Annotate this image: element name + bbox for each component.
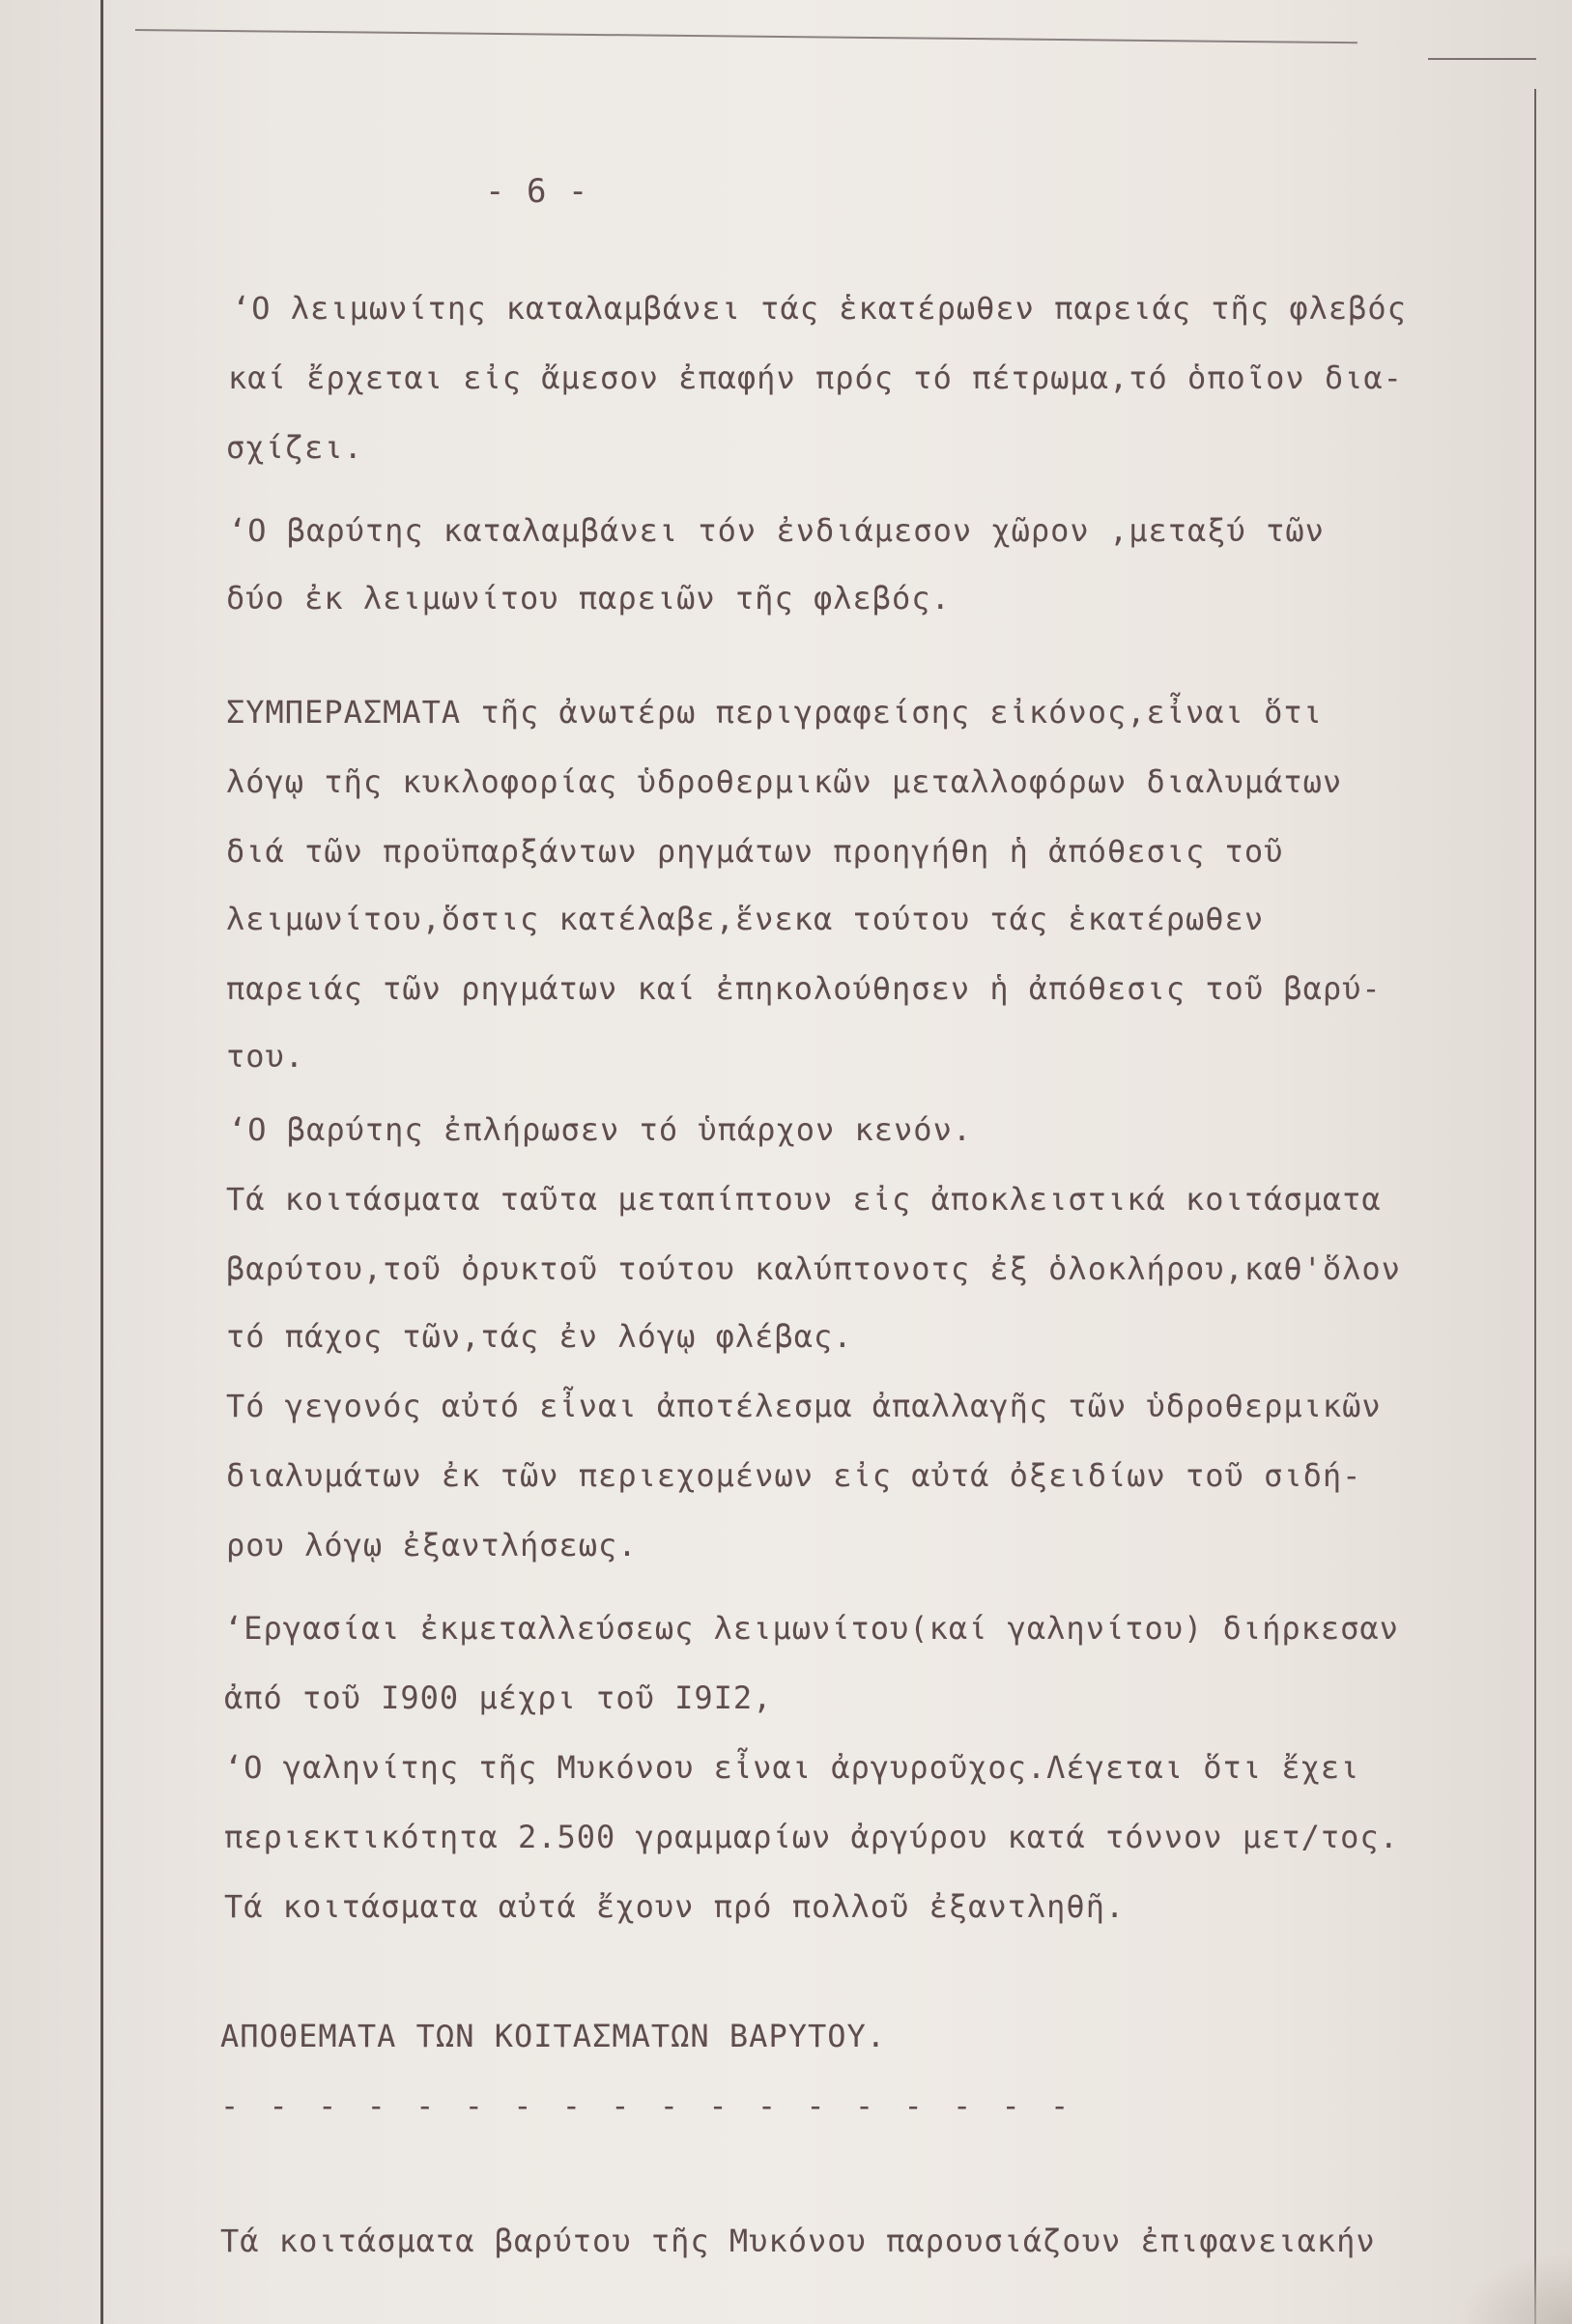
text-line: δύο ἐκ λειμωνίτου παρειῶν τῆς φλεβός. — [226, 580, 951, 617]
text-line: περιεκτικότητα 2.500 γραμμαρίων ἀργύρου κατά τόννον μετ/τος. — [224, 1819, 1399, 1855]
top-rule-right — [1428, 58, 1536, 60]
text-line: ʻΕργασίαι ἐκμεταλλεύσεως λειμωνίτου(καί γαληνίτου) διήρκεσαν — [224, 1610, 1399, 1647]
top-rule — [135, 29, 1358, 43]
text-line: Τά κοιτάσματα ταῦτα μεταπίπτουν εἰς ἀποκλειστικά κοιτάσματα — [226, 1181, 1382, 1218]
text-line: Τά κοιτάσματα βαρύτου τῆς Μυκόνου παρουσιάζουν ἐπιφανειακήν — [220, 2223, 1376, 2259]
text-line: λόγῳ τῆς κυκλοφορίας ὑδροθερμικῶν μεταλλοφόρων διαλυμάτων — [226, 763, 1343, 800]
text-line: διά τῶν προϋπαρξάντων ρηγμάτων προηγήθη ἡ ἀπόθεσις τοῦ — [226, 833, 1284, 870]
text-line: λειμωνίτου,ὅστις κατέλαβε,ἕνεκα τούτου τάς ἑκατέρωθεν — [226, 901, 1265, 937]
text-line: παρειάς τῶν ρηγμάτων καί ἐπηκολούθησεν ἡ ἀπόθεσις τοῦ βαρύ- — [226, 970, 1382, 1007]
page-number: - 6 - — [485, 172, 589, 211]
heading-underline: - - - - - - - - - - - - - - - - - - — [220, 2087, 1075, 2124]
text-line: σχίζει. — [226, 429, 363, 466]
text-line: ʻΟ γαληνίτης τῆς Μυκόνου εἶναι ἀργυροῦχος.Λέγεται ὅτι ἔχει — [224, 1749, 1360, 1786]
page-right-edge — [1534, 89, 1536, 2324]
text-line: ἀπό τοῦ Ι900 μέχρι τοῦ Ι9Ι2, — [224, 1679, 773, 1716]
text-line: ρου λόγῳ ἐξαντλήσεως. — [226, 1527, 638, 1564]
text-line: βαρύτου,τοῦ ὀρυκτοῦ τούτου καλύπτονοτς ἐξ ὁλοκλήρου,καθ'ὅλον — [226, 1250, 1401, 1287]
text-line: καί ἔρχεται εἰς ἄμεσον ἐπαφήν πρός τό πέτρωμα,τό ὁποῖον δια- — [228, 359, 1403, 396]
text-line: του. — [226, 1038, 305, 1075]
text-line: ʻΟ βαρύτης ἐπλήρωσεν τό ὑπάρχον κενόν. — [228, 1111, 973, 1148]
text-line: Τά κοιτάσματα αὐτά ἔχουν πρό πολλοῦ ἐξαντληθῆ. — [224, 1888, 1126, 1925]
section-heading: ΣΥΜΠΕΡΑΣΜΑΤΑ τῆς ἀνωτέρω περιγραφείσης εἰκόνος,εἶναι ὅτι — [226, 694, 1323, 731]
text-line: τό πάχος τῶν,τάς ἐν λόγῳ φλέβας. — [226, 1318, 853, 1355]
text-line: Τό γεγονός αὐτό εἶναι ἀποτέλεσμα ἀπαλλαγῆς τῶν ὑδροθερμικῶν — [226, 1388, 1382, 1424]
text-line: διαλυμάτων ἐκ τῶν περιεχομένων εἰς αὐτά ὀξειδίων τοῦ σιδή- — [226, 1457, 1362, 1494]
text-line: ʻΟ λειμωνίτης καταλαμβάνει τάς ἑκατέρωθεν παρειάς τῆς φλεβός — [232, 290, 1407, 327]
text-line: ʻΟ βαρύτης καταλαμβάνει τόν ἐνδιάμεσον χῶρον ,μεταξύ τῶν — [228, 512, 1325, 549]
page-shadow — [1456, 2252, 1572, 2324]
section-heading: ΑΠΟΘΕΜΑΤΑ ΤΩΝ ΚΟΙΤΑΣΜΑΤΩΝ ΒΑΡΥΤΟΥ. — [220, 2018, 887, 2054]
page-left-edge — [100, 0, 103, 2324]
